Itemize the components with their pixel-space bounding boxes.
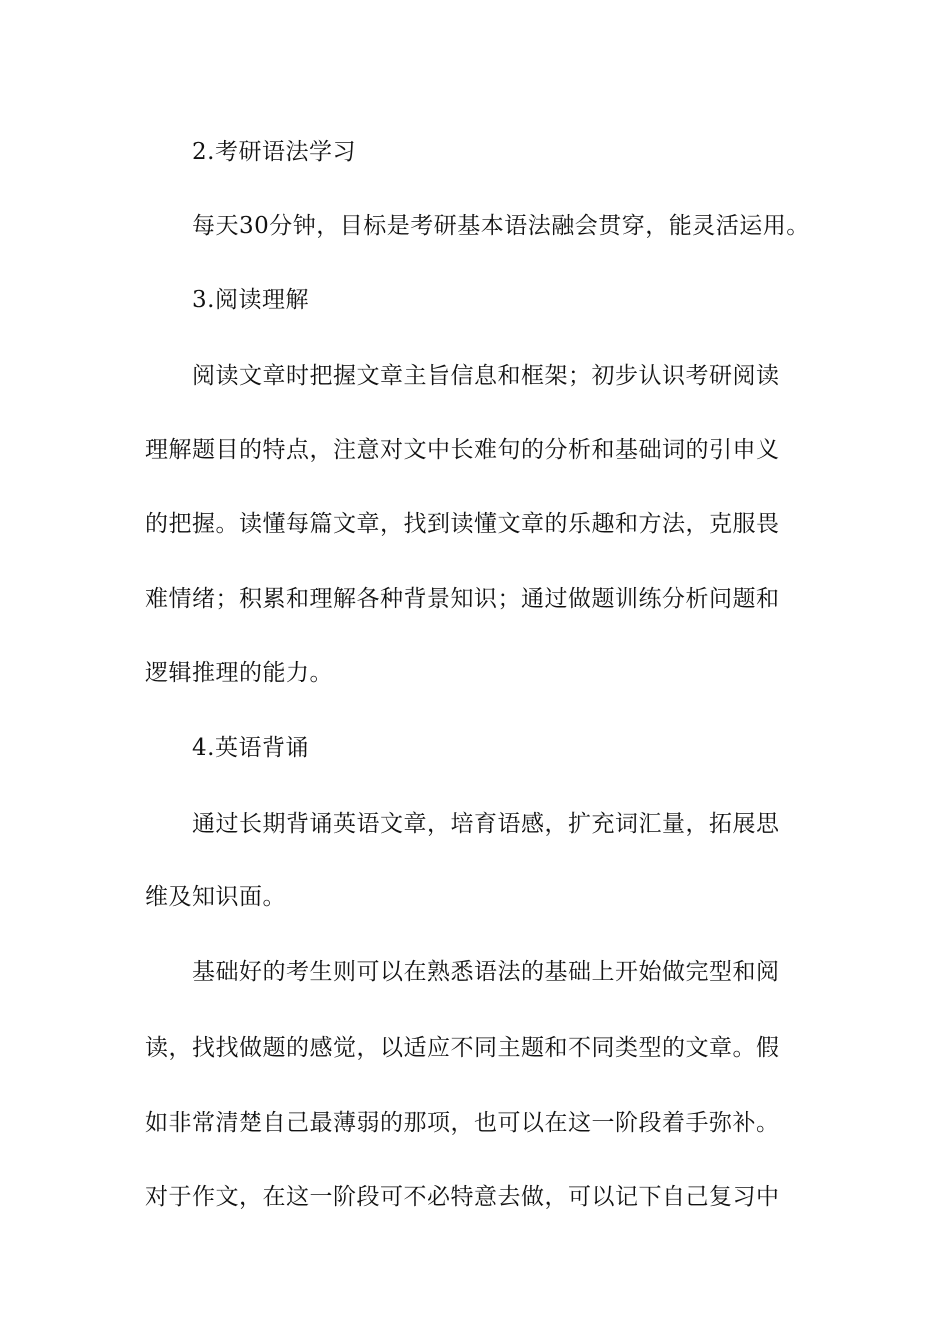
paragraph-line: 阅读文章时把握文章主旨信息和框架；初步认识考研阅读 xyxy=(192,363,780,389)
paragraph-line: 基础好的考生则可以在熟悉语法的基础上开始做完型和阅 xyxy=(192,959,780,985)
paragraph-line: 维及知识面。 xyxy=(145,884,286,910)
paragraph-line: 逻辑推理的能力。 xyxy=(145,660,333,686)
heading-reading: 3.阅读理解 xyxy=(192,287,309,313)
paragraph-line: 理解题目的特点，注意对文中长难句的分析和基础词的引申义 xyxy=(145,437,780,463)
paragraph-line: 通过长期背诵英语文章，培育语感，扩充词汇量，拓展思 xyxy=(192,811,780,837)
paragraph-line: 难情绪；积累和理解各种背景知识；通过做题训练分析问题和 xyxy=(145,586,780,612)
heading-grammar: 2.考研语法学习 xyxy=(192,139,356,165)
paragraph-line: 每天30分钟，目标是考研基本语法融会贯穿，能灵活运用。 xyxy=(192,213,810,239)
paragraph-line: 对于作文，在这一阶段可不必特意去做，可以记下自己复习中 xyxy=(145,1184,780,1210)
heading-recitation: 4.英语背诵 xyxy=(192,735,309,761)
paragraph-line: 读，找找做题的感觉，以适应不同主题和不同类型的文章。假 xyxy=(145,1035,780,1061)
paragraph-line: 如非常清楚自己最薄弱的那项，也可以在这一阶段着手弥补。 xyxy=(145,1110,780,1136)
paragraph-line: 的把握。读懂每篇文章，找到读懂文章的乐趣和方法，克服畏 xyxy=(145,511,780,537)
